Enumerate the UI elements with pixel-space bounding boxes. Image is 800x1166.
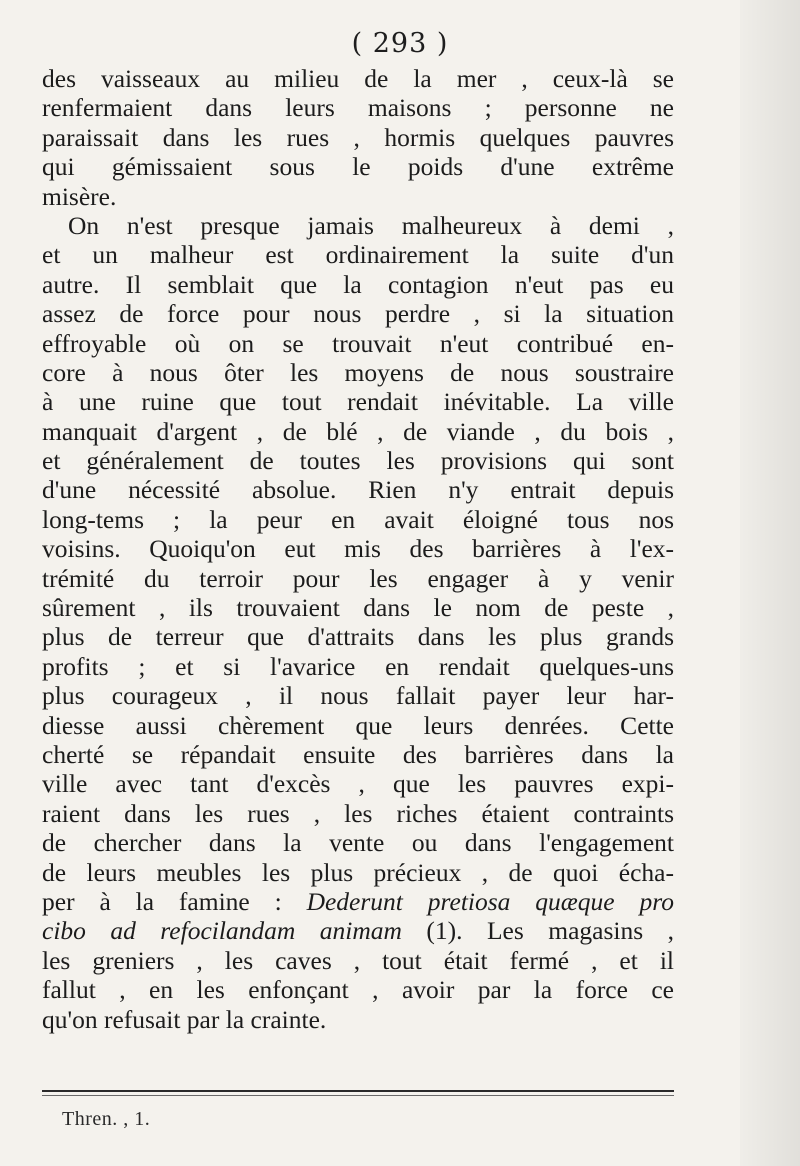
text-line: autre. Il semblait que la contagion n'eut pas eu [42, 269, 674, 299]
text-line: raient dans les rues , les riches étaient contraints [42, 798, 674, 828]
text-line: à une ruine que tout rendait inévitable. La ville [42, 387, 674, 417]
text-line: les greniers , les caves , tout était fermé , et il [42, 945, 674, 975]
text-line: cherté se répandait ensuite des barrières dans la [42, 739, 674, 769]
text-line: et généralement de toutes les provisions qui sont [42, 446, 674, 476]
text-line: plus de terreur que d'attraits dans les plus grands [42, 622, 674, 652]
text-line: plus courageux , il nous fallait payer leur har- [42, 681, 674, 711]
text-line: core à nous ôter les moyens de nous soustraire [42, 357, 674, 387]
text-line: effroyable où on se trouvait n'eut contribué en- [42, 328, 674, 358]
text-line: et un malheur est ordinairement la suite d'un [42, 240, 674, 270]
page-edge-shadow [740, 0, 800, 1166]
latin-quote: cibo ad refocilandam animam [42, 916, 402, 946]
text-line: sûrement , ils trouvaient dans le nom de peste , [42, 593, 674, 623]
text-line: assez de force pour nous perdre , si la situation [42, 299, 674, 329]
text-line: long-tems ; la peur en avait éloigné tous nos [42, 504, 674, 534]
page-number: ( 293 ) [351, 28, 449, 59]
text-line: profits ; et si l'avarice en rendait quelques-uns [42, 651, 674, 681]
text-line: d'une nécessité absolue. Rien n'y entrait depuis [42, 475, 674, 505]
text-line: voisins. Quoiqu'on eut mis des barrières à l'ex- [42, 534, 674, 564]
text-line: ville avec tant d'excès , que les pauvres expi- [42, 769, 674, 799]
text-line: de leurs meubles les plus précieux , de quoi écha- [42, 857, 674, 887]
text-line-with-latin-quote [42, 887, 674, 916]
text-line-with-latin-quote [42, 916, 674, 945]
body-text [42, 64, 674, 1034]
text-line: misère. [42, 181, 117, 211]
footnote-divider-thin [42, 1095, 674, 1096]
text-line: fallut , en les enfonçant , avoir par la force ce [42, 975, 674, 1005]
footnote: Thren. , 1. [62, 1108, 151, 1130]
text-line: On n'est presque jamais malheureux à demi , [68, 210, 674, 240]
text-line: renfermaient dans leurs maisons ; personne ne [42, 93, 674, 123]
text-line: diesse aussi chèrement que leurs denrées. Cette [42, 710, 674, 740]
text-line: manquait d'argent , de blé , de viande , du bois , [42, 416, 674, 446]
footnote-divider [42, 1090, 674, 1092]
text-segment: per à la famine : [42, 886, 307, 916]
text-line: qu'on refusait par la crainte. [42, 1004, 327, 1034]
latin-quote: Dederunt pretiosa quæque pro [306, 886, 674, 916]
text-line: des vaisseaux au milieu de la mer , ceux-là se [42, 64, 674, 93]
text-line: qui gémissaient sous le poids d'une extrême [42, 152, 674, 182]
text-segment: (1). Les magasins , [401, 916, 674, 946]
text-line: trémité du terroir pour les engager à y venir [42, 563, 674, 593]
text-line: paraissait dans les rues , hormis quelques pauvres [42, 122, 674, 152]
text-line: de chercher dans la vente ou dans l'engagement [42, 828, 674, 858]
